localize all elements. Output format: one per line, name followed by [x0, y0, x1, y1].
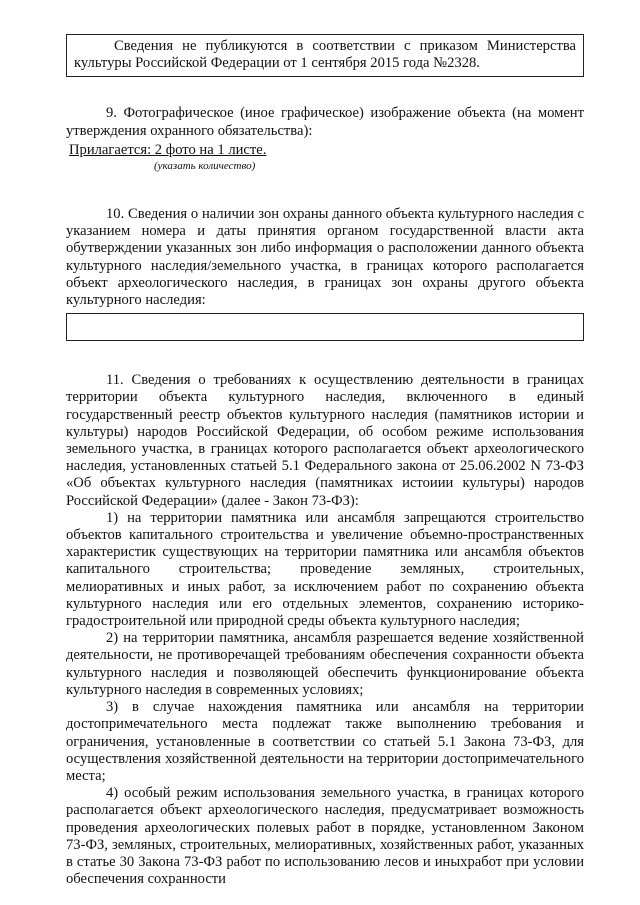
section-10-value-box [66, 313, 584, 341]
publication-notice-text: Сведения не публикуются в соответствии с приказом Министерства культуры Российской Федерации от 1 сентября 2015 года №2328. [74, 38, 576, 72]
section-11-item-1: 1) на территории памятника или ансамбля запрещаются строительство объектов капитального строительства и увеличение объемно-пространственных характеристик существующих на территории памятника или ансамбля объектов капитального строительства; проведение земляных, строительных, мелиоративных и иных работ, за исключением работ по сохранению объекта культурного наследия или его отдельных элементов, сохранению историко-градостроительной или природной среды объекта культурного наследия; [66, 509, 584, 630]
section-11 [66, 372, 584, 888]
section-9 [66, 105, 584, 173]
section-10 [66, 206, 584, 341]
section-11-item-3: 3) в случае нахождения памятника или ансамбля на территории достопримечательного места подлежат также выполнению требования и ограничения, установленные в соответствии со статьей 5.1 Закона 73-ФЗ, для осуществления хозяйственной деятельности на территории достопримечательного места; [66, 699, 584, 784]
section-9-attached [66, 142, 584, 159]
section-9-hint: (указать количество) [154, 160, 256, 173]
publication-notice-box [66, 34, 584, 77]
section-11-item-2: 2) на территории памятника, ансамбля разрешается ведение хозяйственной деятельности, не противоречащей требованиям обеспечения сохранности объекта культурного наследия и позволяющей обеспечить функционирование объекта культурного наследия в современных условиях; [66, 630, 584, 698]
section-9-text: 9. Фотографическое (иное графическое) изображение объекта (на момент утверждения охранного обязательства): [66, 105, 584, 139]
section-9-attached-value: Прилагается: 2 фото на 1 листе. [69, 141, 267, 158]
section-11-item-4: 4) особый режим использования земельного участка, в границах которого располагается объект археологического наследия, предусматривает возможность проведения археологических полевых работ в порядке, установленном Законом 73-ФЗ, земляных, строительных, мелиоративных, хозяйственных работ, указанных в статье 30 Закона 73-ФЗ работ по использованию лесов и иныхработ при условии обеспечения сохранности [66, 785, 584, 888]
document-page [66, 0, 584, 888]
section-10-text: 10. Сведения о наличии зон охраны данного объекта культурного наследия с указанием номера и даты принятия органом государственной власти акта обутверждении указанных зон либо информация о расположении данного объекта культурного наследия/земельного участка, в границах которого располагается объект археологического наследия, в границах зон охраны другого объекта культурного наследия: [66, 206, 584, 309]
section-11-intro: 11. Сведения о требованиях к осуществлению деятельности в границах территории объекта культурного наследия, включенного в единый государственный реестр объектов культурного наследия (памятников истории и культуры) народов Российской Федерации, об особом режиме использования земельного участка, в границах которого располагается объект археологического наследия, установленных статьей 5.1 Федерального закона от 25.06.2002 N 73-ФЗ «Об объектах культурного наследия (памятниках истоиии культуры) народов Российской Федерации» (далее - Закон 73-ФЗ): [66, 372, 584, 509]
